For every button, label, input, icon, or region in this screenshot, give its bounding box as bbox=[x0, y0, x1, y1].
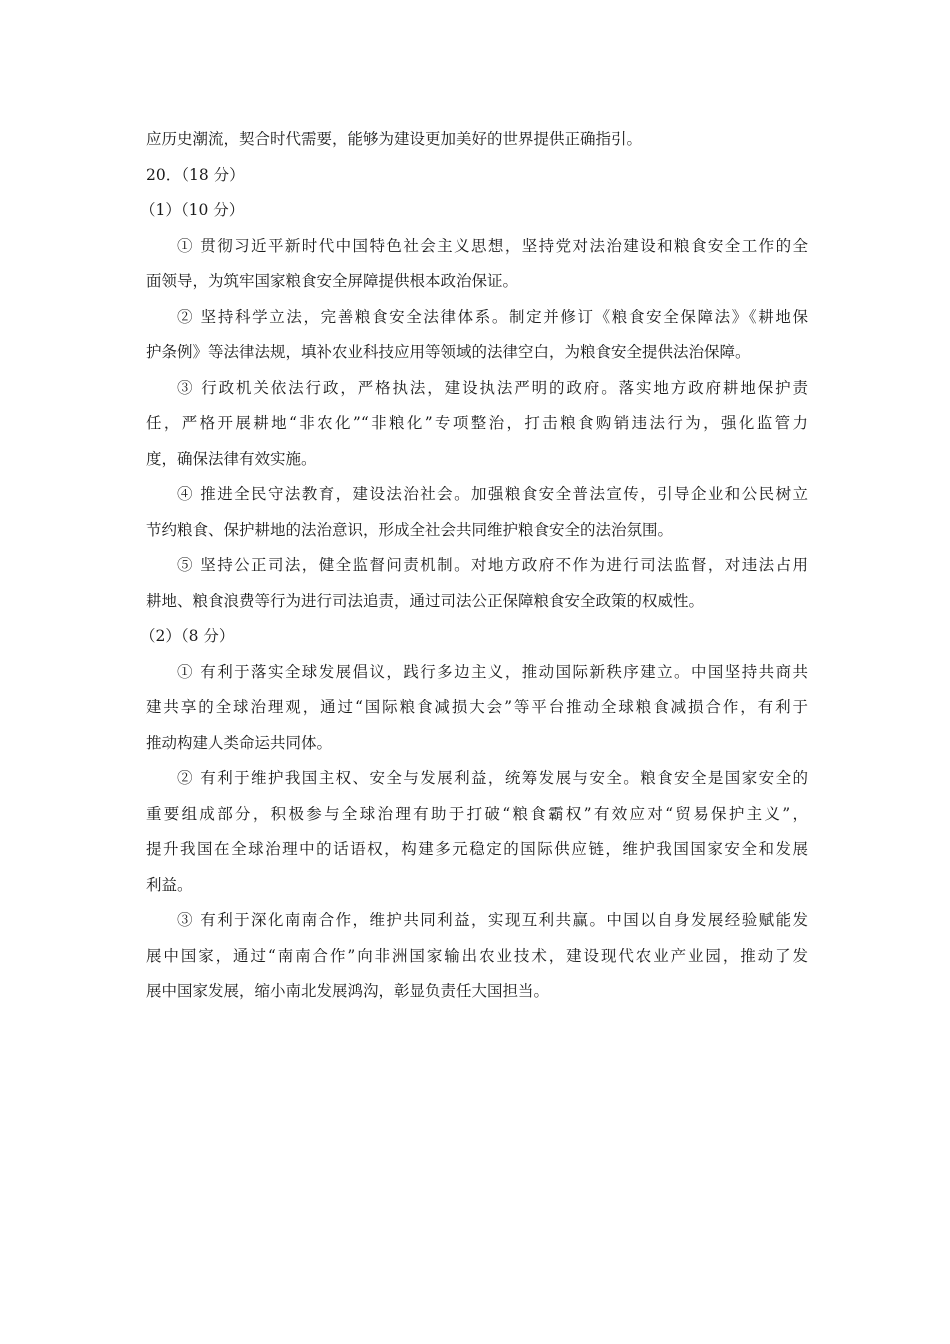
paragraph-line: 面领导，为筑牢国家粮食安全屏障提供根本政治保证。 bbox=[146, 272, 519, 290]
paragraph-line: 推动构建人类命运共同体。 bbox=[146, 733, 333, 752]
paragraph-line: 重要组成部分，积极参与全球治理有助于打破“粮食霸权”有效应对“贸易保护主义”， bbox=[146, 804, 808, 823]
paragraph-line: ③ 有利于深化南南合作，维护共同利益，实现互利共赢。中国以自身发展经验赋能发 bbox=[177, 911, 808, 929]
paragraph-line: 任，严格开展耕地“非农化”“非粮化”专项整治，打击粮食购销违法行为，强化监管力 bbox=[146, 414, 808, 432]
paragraph-line: 节约粮食、保护耕地的法治意识，形成全社会共同维护粮食安全的法治氛围。 bbox=[146, 520, 674, 539]
paragraph-line: ③ 行政机关依法行政，严格执法，建设执法严明的政府。落实地方政府耕地保护责 bbox=[177, 378, 808, 397]
part1-heading: （1）（10 分） bbox=[140, 201, 245, 219]
paragraph-line: 建共享的全球治理观，通过“国际粮食减损大会”等平台推动全球粮食减损合作，有利于 bbox=[146, 698, 808, 716]
intro-line: 应历史潮流，契合时代需要，能够为建设更加美好的世界提供正确指引。 bbox=[146, 130, 643, 148]
part1-point-2 bbox=[146, 300, 808, 371]
part1-point-1 bbox=[146, 229, 808, 300]
paragraph-line: ④ 推进全民守法教育，建设法治社会。加强粮食安全普法宣传，引导企业和公民树立 bbox=[177, 485, 808, 503]
part1-point-5 bbox=[146, 548, 808, 619]
paragraph-line: ① 有利于落实全球发展倡议，践行多边主义，推动国际新秩序建立。中国坚持共商共 bbox=[177, 662, 808, 681]
part1-point-3 bbox=[146, 371, 808, 478]
paragraph-line: 展中国家发展，缩小南北发展鸿沟，彰显负责任大国担当。 bbox=[146, 982, 550, 1000]
paragraph-line: 护条例》等法律法规，填补农业科技应用等领域的法律空白，为粮食安全提供法治保障。 bbox=[146, 343, 751, 361]
paragraph-line: 度，确保法律有效实施。 bbox=[146, 449, 317, 468]
paragraph-line: 耕地、粮食浪费等行为进行司法追责，通过司法公正保障粮食安全政策的权威性。 bbox=[146, 591, 705, 610]
paragraph-line: ⑤ 坚持公正司法，健全监督问责机制。对地方政府不作为进行司法监督，对违法占用 bbox=[177, 556, 808, 574]
paragraph-line: 利益。 bbox=[146, 875, 193, 894]
part2-point-2 bbox=[146, 761, 808, 903]
question-number: 20．（18 分） bbox=[146, 165, 245, 184]
paragraph-line: 展中国家，通过“南南合作”向非洲国家输出农业技术，建设现代农业产业园，推动了发 bbox=[146, 946, 808, 965]
paragraph-line: ② 坚持科学立法，完善粮食安全法律体系。制定并修订《粮食安全保障法》《耕地保 bbox=[177, 307, 808, 326]
part1-point-4 bbox=[146, 477, 808, 548]
paragraph-line: ① 贯彻习近平新时代中国特色社会主义思想，坚持党对法治建设和粮食安全工作的全 bbox=[177, 236, 808, 255]
paragraph-line: ② 有利于维护我国主权、安全与发展利益，统筹发展与安全。粮食安全是国家安全的 bbox=[177, 769, 808, 787]
paragraph-line: 提升我国在全球治理中的话语权，构建多元稳定的国际供应链，维护我国国家安全和发展 bbox=[146, 840, 808, 858]
part2-point-1 bbox=[146, 655, 808, 762]
answer-content bbox=[140, 122, 808, 1010]
part2-heading: （2）（8 分） bbox=[140, 627, 235, 645]
part2-point-3 bbox=[146, 903, 808, 1010]
